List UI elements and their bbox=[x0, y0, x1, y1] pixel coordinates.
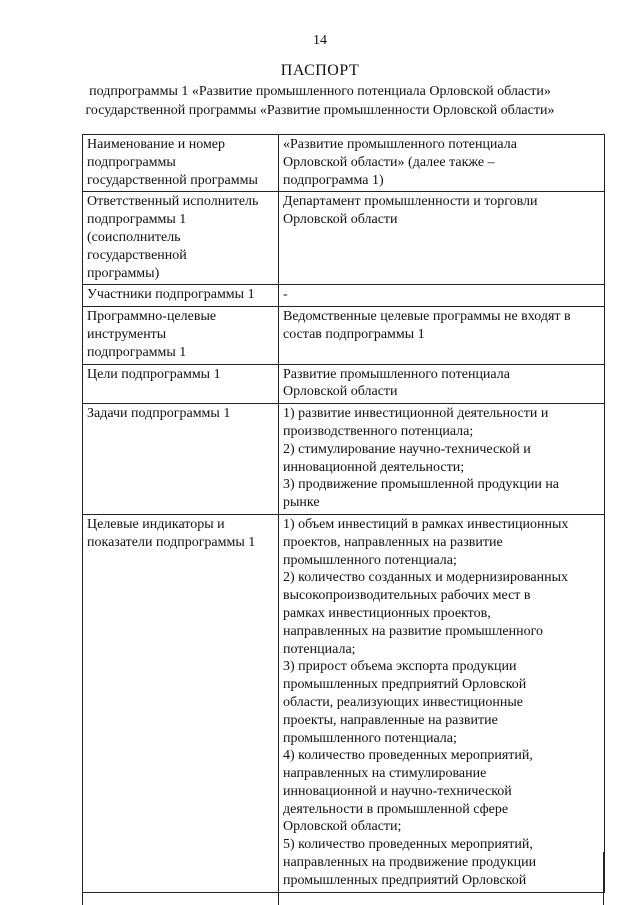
row-value-line: 1) развитие инвестиционной деятельности и bbox=[283, 406, 549, 422]
row-label-line: подпрограммы 1 bbox=[87, 344, 187, 360]
row-value-line: 5) количество проведенных мероприятий, bbox=[283, 837, 533, 853]
subtitle-line: подпрограммы 1 «Развитие промышленного потенциала Орловской области» bbox=[89, 84, 551, 99]
row-label bbox=[83, 192, 279, 285]
row-label-line: подпрограммы 1 bbox=[87, 212, 187, 228]
row-value-line: направленных на развитие промышленного bbox=[283, 623, 543, 639]
page-number: 14 bbox=[313, 33, 327, 48]
passport-row bbox=[83, 307, 605, 364]
row-value-line: 1) объем инвестиций в рамках инвестиционных bbox=[283, 516, 569, 532]
row-value-line: проекты, направленные на развитие bbox=[283, 712, 498, 728]
row-value bbox=[279, 364, 605, 404]
row-label bbox=[83, 135, 279, 192]
passport-row bbox=[83, 514, 605, 892]
row-value-line: подпрограмма 1) bbox=[283, 172, 384, 188]
row-label bbox=[83, 364, 279, 404]
passport-row bbox=[83, 404, 605, 515]
row-value-line: промышленного потенциала; bbox=[283, 552, 457, 568]
table-continuation-divider bbox=[278, 852, 279, 905]
row-value-line: промышленных предприятий Орловской bbox=[283, 677, 527, 693]
passport-row bbox=[83, 135, 605, 192]
row-value bbox=[279, 404, 605, 515]
passport-row bbox=[83, 192, 605, 285]
row-value-line: 3) продвижение промышленной продукции на bbox=[283, 477, 560, 493]
passport-row bbox=[83, 285, 605, 307]
subtitle-line: государственной программы «Развитие промышленности Орловской области» bbox=[85, 103, 555, 118]
row-label-line: Целевые индикаторы и bbox=[87, 516, 225, 532]
row-value-line: 2) стимулирование научно-технической и bbox=[283, 441, 531, 457]
row-value-line: рамках инвестиционных проектов, bbox=[283, 605, 491, 621]
document-subtitle bbox=[0, 82, 640, 120]
row-value bbox=[279, 307, 605, 364]
row-value-line: Орловской области bbox=[283, 384, 398, 400]
row-value-line: проектов, направленных на развитие bbox=[283, 534, 503, 550]
row-value-line: Орловской области; bbox=[283, 819, 402, 835]
row-label-line: Ответственный исполнитель bbox=[87, 194, 259, 210]
row-value-line: потенциала; bbox=[283, 641, 356, 657]
row-value-line: - bbox=[283, 287, 288, 303]
document-title: ПАСПОРТ bbox=[280, 62, 360, 79]
row-label bbox=[83, 307, 279, 364]
table-continuation-edge bbox=[82, 852, 604, 905]
row-value-line: направленных на стимулирование bbox=[283, 766, 487, 782]
row-value-line: рынке bbox=[283, 495, 320, 511]
passport-row bbox=[83, 364, 605, 404]
row-label-line: программы) bbox=[87, 265, 160, 281]
row-label-line: Цели подпрограммы 1 bbox=[87, 366, 221, 382]
row-value-line: инновационной деятельности; bbox=[283, 459, 465, 475]
row-value-line: 2) количество созданных и модернизированных bbox=[283, 570, 569, 586]
row-value-line: высокопроизводительных рабочих мест в bbox=[283, 588, 531, 604]
row-value-line: Орловской области bbox=[283, 212, 398, 228]
row-value-line: «Развитие промышленного потенциала bbox=[283, 137, 517, 152]
row-label-line: государственной программы bbox=[87, 172, 258, 188]
row-label bbox=[83, 285, 279, 307]
row-label-line: государственной bbox=[87, 247, 187, 263]
row-value bbox=[279, 192, 605, 285]
row-value-line: Департамент промышленности и торговли bbox=[283, 194, 538, 210]
row-label-line: Задачи подпрограммы 1 bbox=[87, 406, 231, 422]
row-value-line: 4) количество проведенных мероприятий, bbox=[283, 748, 533, 764]
row-value-line: инновационной и научно-технической bbox=[283, 783, 512, 799]
row-value bbox=[279, 514, 605, 892]
row-value-line: Орловской области» (далее также – bbox=[283, 154, 495, 170]
row-label bbox=[83, 404, 279, 515]
row-label-line: Программно-целевые bbox=[87, 309, 217, 325]
row-value-line: деятельности в промышленной сфере bbox=[283, 801, 509, 817]
row-value bbox=[279, 285, 605, 307]
row-value-line: промышленного потенциала; bbox=[283, 730, 457, 746]
row-value-line: состав подпрограммы 1 bbox=[283, 326, 425, 342]
row-label-line: Участники подпрограммы 1 bbox=[87, 287, 255, 303]
passport-table bbox=[82, 134, 605, 893]
row-value-line: 3) прирост объема экспорта продукции bbox=[283, 659, 517, 675]
row-value-line: области, реализующих инвестиционные bbox=[283, 694, 523, 710]
row-value-line: направленных на продвижение продукции bbox=[283, 855, 537, 871]
row-label-line: инструменты bbox=[87, 326, 167, 342]
row-value-line: производственного потенциала; bbox=[283, 423, 474, 439]
row-label-line: показатели подпрограммы 1 bbox=[87, 534, 256, 550]
row-label-line: Наименование и номер bbox=[87, 137, 226, 152]
row-label-line: подпрограммы bbox=[87, 154, 176, 170]
row-value-line: Развитие промышленного потенциала bbox=[283, 366, 510, 382]
row-label bbox=[83, 514, 279, 892]
row-value-line: промышленных предприятий Орловской bbox=[283, 872, 527, 888]
passport-table-body bbox=[83, 135, 605, 893]
row-label-line: (соисполнитель bbox=[87, 229, 181, 245]
row-value-line: Ведомственные целевые программы не входят в bbox=[283, 309, 571, 325]
row-value bbox=[279, 135, 605, 192]
